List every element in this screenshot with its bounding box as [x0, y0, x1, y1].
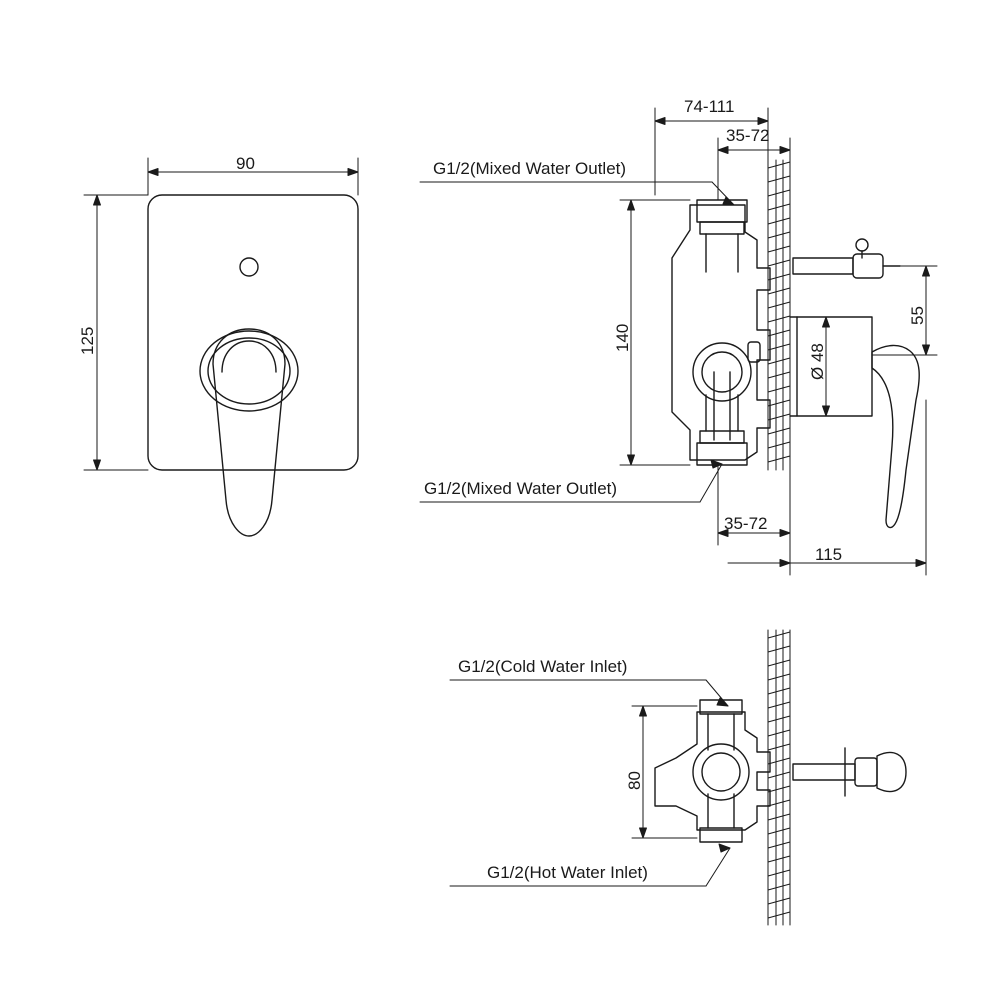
side-section-upper	[672, 160, 919, 527]
arrow-d48-top	[823, 317, 830, 327]
dim-label-top-overall: 74-111	[684, 97, 735, 116]
side-lever-handle	[872, 345, 919, 527]
callout-cold-water-inlet: G1/2(Cold Water Inlet)	[458, 657, 628, 676]
arrow-d48-bottom	[823, 406, 830, 416]
handle-base-ring-inner	[208, 338, 290, 404]
side-upper-dimensions	[620, 108, 937, 575]
indicator-hole	[240, 258, 258, 276]
lower-valve-body-outline	[655, 712, 770, 830]
faceplate-outline	[148, 195, 358, 470]
dim-label-bottom-inner: 35-72	[724, 514, 768, 533]
front-view-faceplate	[148, 195, 358, 536]
arrow-80-bottom	[640, 828, 647, 838]
bottom-outlet-connector	[697, 443, 747, 465]
front-view-dimensions	[84, 158, 358, 470]
dim-label-trim-diameter: Ø 48	[808, 343, 827, 380]
diverter-cartridge-inner	[702, 352, 742, 392]
top-outlet-collar	[700, 222, 744, 234]
arrow-74-111-right	[758, 118, 768, 125]
arrow-35-72-top-right	[780, 147, 790, 154]
diverter-rod-sleeve	[793, 258, 853, 274]
leader-hot-angle	[706, 848, 730, 886]
wall-hatch-lower	[768, 630, 790, 925]
dim-label-handle-height: 55	[908, 306, 927, 325]
dim-label-front-height: 125	[78, 326, 97, 355]
diverter-rod-cap	[856, 239, 868, 251]
dim-label-lower-height: 80	[625, 771, 644, 790]
arrow-80-top	[640, 706, 647, 716]
arrow-height-bottom	[94, 460, 101, 470]
side-lower-callout-leaders	[450, 680, 730, 886]
arrow-height-top	[94, 195, 101, 205]
side-section-lower	[655, 630, 906, 925]
dim-label-depth: 115	[815, 545, 843, 564]
lower-stem-knob	[877, 753, 906, 792]
arrow-115-right	[916, 560, 926, 567]
side-plug	[748, 342, 760, 362]
arrow-width-left	[148, 169, 158, 176]
dim-label-top-inner: 35-72	[726, 126, 770, 145]
bottom-outlet-collar	[700, 431, 744, 443]
side-upper-callout-leaders	[420, 182, 734, 502]
leader-outlet-bottom-angle	[700, 464, 722, 502]
arrow-55-top	[923, 266, 930, 276]
arrow-55-bottom	[923, 345, 930, 355]
arrow-140-top	[628, 200, 635, 210]
valve-body-outline	[672, 205, 770, 460]
lower-stem-collar	[855, 758, 877, 786]
dim-label-body-height: 140	[613, 323, 632, 352]
arrow-width-right	[348, 169, 358, 176]
lever-handle-inner-curve	[222, 341, 276, 372]
arrow-74-111-left	[655, 118, 665, 125]
dim-label-front-width: 90	[236, 154, 255, 173]
wall-hatch-upper	[768, 160, 790, 470]
arrow-outlet-top	[723, 197, 734, 205]
callout-mixed-outlet-bottom: G1/2(Mixed Water Outlet)	[424, 479, 618, 498]
mixer-cartridge-inner	[702, 753, 740, 791]
arrow-35-72-bottom-right	[780, 530, 790, 537]
arrow-35-72-top-left	[718, 147, 728, 154]
arrow-115-left	[780, 560, 790, 567]
callout-mixed-outlet-top: G1/2(Mixed Water Outlet)	[433, 159, 627, 178]
top-outlet-connector	[697, 200, 747, 222]
handle-base-ring-outer	[200, 331, 298, 411]
callout-hot-water-inlet: G1/2(Hot Water Inlet)	[487, 863, 648, 882]
arrow-140-bottom	[628, 455, 635, 465]
diverter-rod-knob	[853, 254, 883, 278]
